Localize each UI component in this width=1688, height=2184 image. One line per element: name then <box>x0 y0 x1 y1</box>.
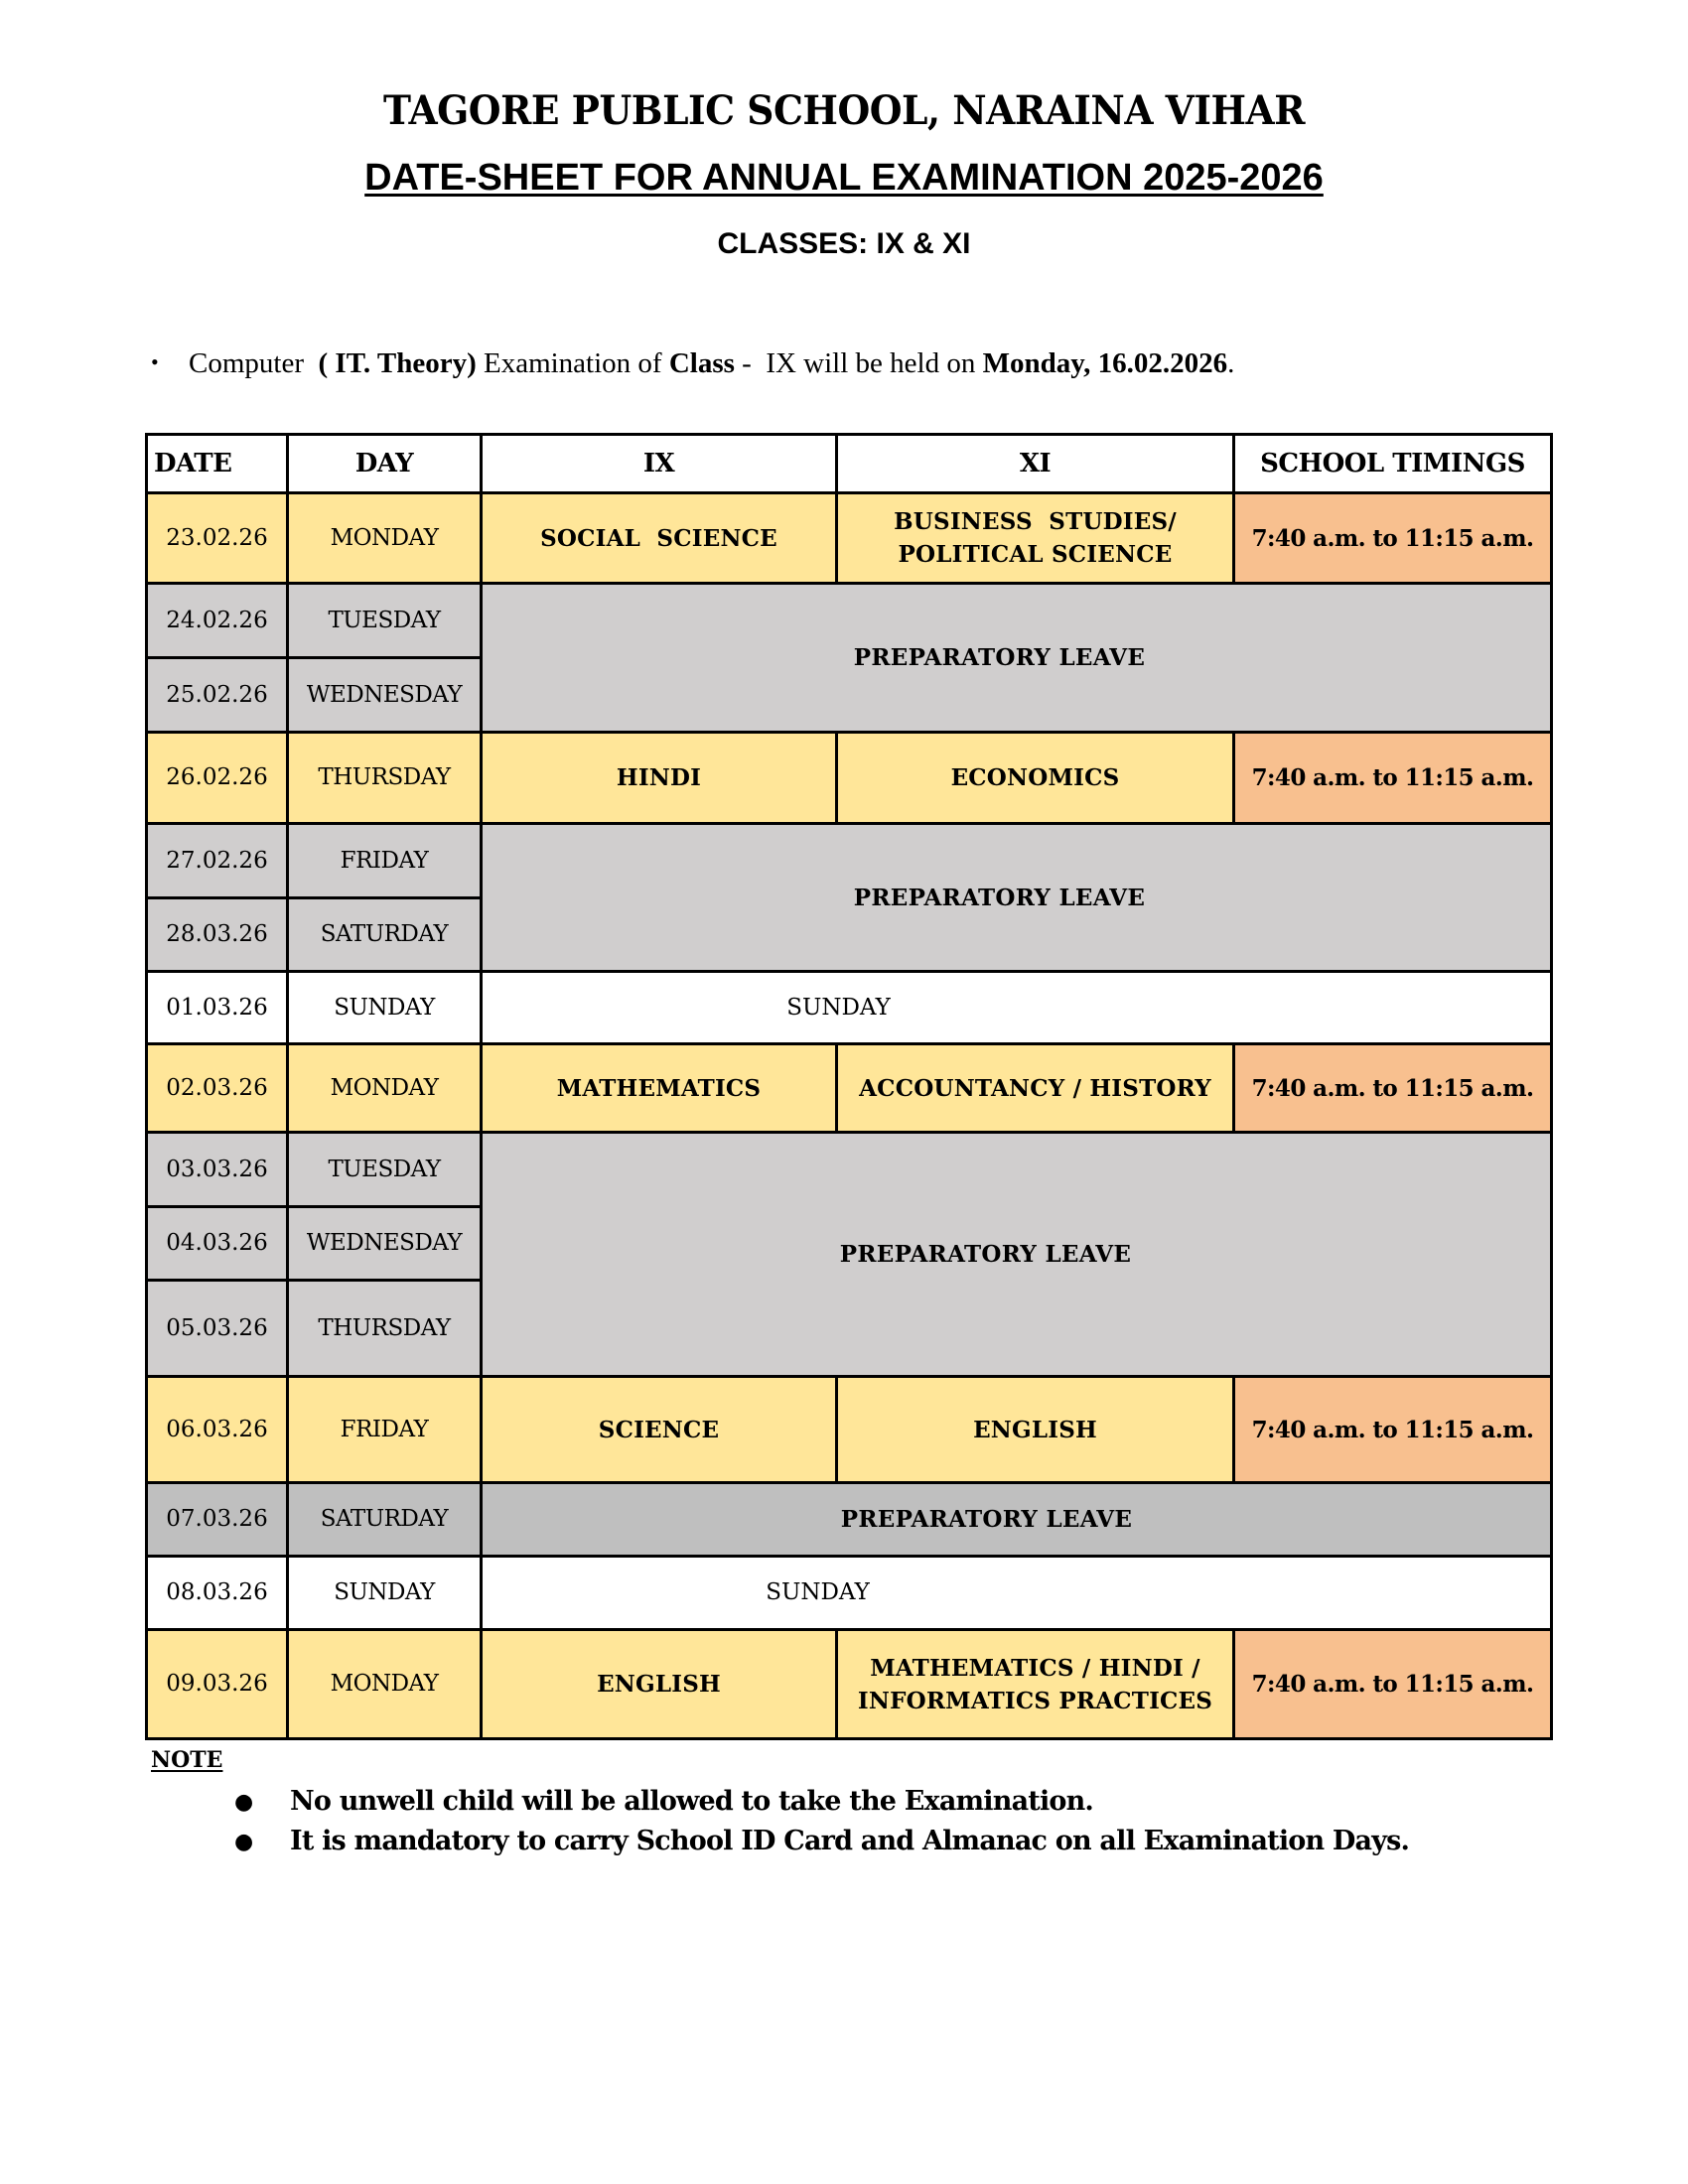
preparatory-leave-label: PREPARATORY LEAVE <box>853 884 1146 911</box>
notice-text: Examination of <box>476 347 669 379</box>
table-row <box>147 1483 1552 1557</box>
table-row <box>147 1630 1552 1739</box>
table-header-row <box>147 435 1552 493</box>
class-ix-subject: MATHEMATICS <box>482 1044 837 1133</box>
table-row <box>147 824 1552 898</box>
notice-text: . <box>1227 347 1235 379</box>
date-cell: 05.03.26 <box>147 1281 288 1377</box>
class-xi-subject: ECONOMICS <box>837 733 1234 824</box>
notice-text-bold: Class <box>668 347 735 379</box>
school-timings: 7:40 a.m. to 11:15 a.m. <box>1234 733 1552 824</box>
class-ix-subject: ENGLISH <box>482 1630 837 1739</box>
bullet-icon: ● <box>234 1789 253 1815</box>
date-cell: 03.03.26 <box>147 1133 288 1207</box>
bullet-icon: • <box>151 349 159 374</box>
notice-text: Computer <box>189 347 319 379</box>
notice-date: Monday, 16.02.2026 <box>982 347 1228 379</box>
class-xi-subject: ENGLISH <box>837 1377 1234 1483</box>
preparatory-leave-label: PREPARATORY LEAVE <box>853 644 1146 671</box>
subject-line: MATHEMATICS / HINDI / <box>870 1654 1200 1682</box>
preparatory-leave-block <box>482 824 1552 972</box>
notes-list <box>228 1782 1409 1861</box>
date-cell: 07.03.26 <box>147 1483 288 1557</box>
table-row <box>147 584 1552 658</box>
subject-line: POLITICAL SCIENCE <box>898 541 1173 568</box>
column-header-school-timings: SCHOOL TIMINGS <box>1234 435 1552 493</box>
note-item <box>228 1782 1409 1822</box>
date-cell: 06.03.26 <box>147 1377 288 1483</box>
day-cell: SUNDAY <box>288 1557 482 1630</box>
date-cell: 23.02.26 <box>147 493 288 584</box>
school-timings: 7:40 a.m. to 11:15 a.m. <box>1234 493 1552 584</box>
notice-text-bold: ( IT. Theory) <box>318 347 477 379</box>
sunday-holiday-block <box>482 1557 1552 1630</box>
date-cell: 28.03.26 <box>147 898 288 972</box>
day-cell: SUNDAY <box>288 972 482 1044</box>
school-timings: 7:40 a.m. to 11:15 a.m. <box>1234 1630 1552 1739</box>
day-cell: TUESDAY <box>288 584 482 658</box>
day-cell: THURSDAY <box>288 1281 482 1377</box>
column-header-xi: XI <box>837 435 1234 493</box>
class-ix-subject: HINDI <box>482 733 837 824</box>
note-item <box>228 1822 1409 1861</box>
school-timings: 7:40 a.m. to 11:15 a.m. <box>1234 1377 1552 1483</box>
class-ix-subject: SCIENCE <box>482 1377 837 1483</box>
preparatory-leave-block <box>482 1483 1552 1557</box>
column-header-date: DATE <box>147 435 288 493</box>
computer-exam-notice <box>151 347 1234 380</box>
table-row <box>147 972 1552 1044</box>
preparatory-leave-block <box>482 1133 1552 1377</box>
class-xi-subject: ACCOUNTANCY / HISTORY <box>837 1044 1234 1133</box>
class-ix-subject: SOCIAL SCIENCE <box>482 493 837 584</box>
day-cell: FRIDAY <box>288 1377 482 1483</box>
subject-line: BUSINESS STUDIES/ <box>894 508 1177 535</box>
school-name: TAGORE PUBLIC SCHOOL, NARAINA VIHAR <box>382 87 1306 134</box>
date-cell: 09.03.26 <box>147 1630 288 1739</box>
page-title <box>0 157 1688 200</box>
exam-schedule-table <box>145 433 1553 1740</box>
day-cell: FRIDAY <box>288 824 482 898</box>
day-cell: TUESDAY <box>288 1133 482 1207</box>
sunday-holiday-block <box>482 972 1552 1044</box>
date-cell: 04.03.26 <box>147 1207 288 1281</box>
column-header-day: DAY <box>288 435 482 493</box>
sunday-label: SUNDAY <box>786 994 891 1021</box>
page-title-text: DATE-SHEET FOR ANNUAL EXAMINATION 2025-2026 <box>364 157 1324 199</box>
day-cell: MONDAY <box>288 493 482 584</box>
preparatory-leave-label: PREPARATORY LEAVE <box>840 1506 1133 1533</box>
note-text: No unwell child will be allowed to take the Examination. <box>290 1786 1094 1817</box>
bullet-icon: ● <box>234 1829 253 1854</box>
date-cell: 02.03.26 <box>147 1044 288 1133</box>
classes-label: CLASSES: IX & XI <box>717 227 971 260</box>
notice-text: - IX will be held on <box>734 347 983 379</box>
day-cell: MONDAY <box>288 1044 482 1133</box>
column-header-ix: IX <box>482 435 837 493</box>
date-cell: 01.03.26 <box>147 972 288 1044</box>
day-cell: SATURDAY <box>288 1483 482 1557</box>
class-xi-subject <box>837 493 1234 584</box>
note-text: It is mandatory to carry School ID Card and Almanac on all Examination Days. <box>290 1826 1410 1856</box>
table-row <box>147 1044 1552 1133</box>
table-row <box>147 733 1552 824</box>
day-cell: MONDAY <box>288 1630 482 1739</box>
date-cell: 25.02.26 <box>147 658 288 733</box>
subject-line: INFORMATICS PRACTICES <box>857 1687 1213 1714</box>
table-row <box>147 1377 1552 1483</box>
date-cell: 08.03.26 <box>147 1557 288 1630</box>
day-cell: WEDNESDAY <box>288 1207 482 1281</box>
day-cell: THURSDAY <box>288 733 482 824</box>
day-cell: SATURDAY <box>288 898 482 972</box>
table-row <box>147 493 1552 584</box>
table-row <box>147 1133 1552 1207</box>
date-cell: 27.02.26 <box>147 824 288 898</box>
note-heading: NOTE <box>151 1747 223 1773</box>
date-cell: 26.02.26 <box>147 733 288 824</box>
sunday-label: SUNDAY <box>766 1579 870 1605</box>
preparatory-leave-block <box>482 584 1552 733</box>
table-row <box>147 1557 1552 1630</box>
day-cell: WEDNESDAY <box>288 658 482 733</box>
class-xi-subject <box>837 1630 1234 1739</box>
school-timings: 7:40 a.m. to 11:15 a.m. <box>1234 1044 1552 1133</box>
date-cell: 24.02.26 <box>147 584 288 658</box>
preparatory-leave-label: PREPARATORY LEAVE <box>839 1241 1132 1268</box>
